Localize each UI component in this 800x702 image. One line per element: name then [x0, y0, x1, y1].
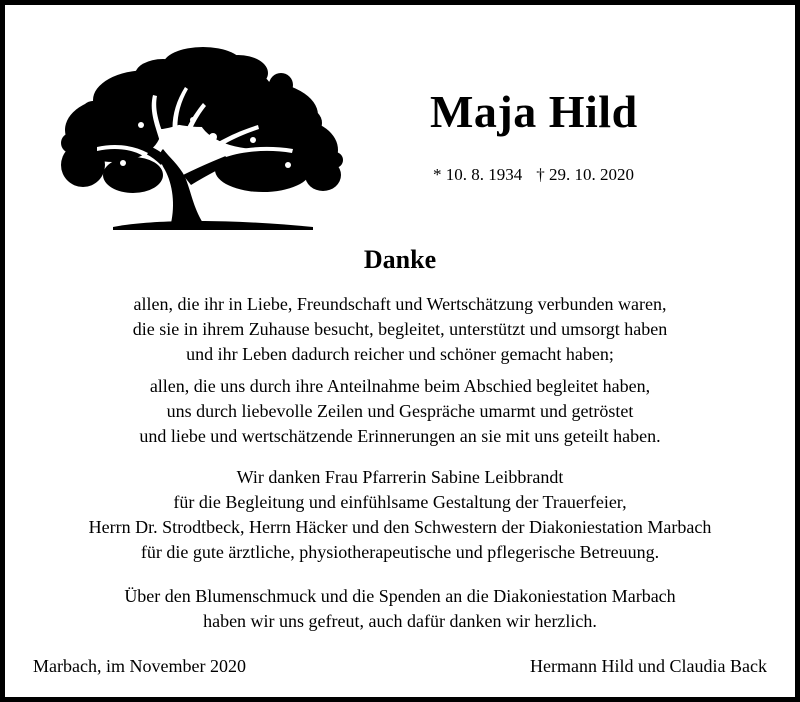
- text-line: haben wir uns gefreut, auch dafür danken wir herzlich.: [203, 611, 597, 631]
- text-line: uns durch liebevolle Zeilen und Gespräche umarmt und getröstet: [166, 401, 634, 421]
- text-line: Wir danken Frau Pfarrerin Sabine Leibbrandt: [236, 467, 564, 487]
- paragraph-4: [5, 584, 795, 634]
- paragraph-1: [5, 292, 795, 367]
- text-line: und ihr Leben dadurch reicher und schöner gemacht haben;: [186, 344, 614, 364]
- text-line: allen, die uns durch ihre Anteilnahme beim Abschied begleitet haben,: [149, 376, 651, 396]
- birth-date: * 10. 8. 1934: [433, 165, 523, 184]
- text-line: die sie in ihrem Zuhause besucht, begleitet, unterstützt und umsorgt haben: [132, 319, 668, 339]
- life-dates: [433, 165, 634, 185]
- text-line: allen, die ihr in Liebe, Freundschaft und Wertschätzung verbunden waren,: [133, 294, 667, 314]
- paragraph-2: [5, 374, 795, 449]
- place-and-date: Marbach, im November 2020: [33, 656, 246, 676]
- text-line: Herrn Dr. Strodtbeck, Herrn Häcker und den Schwestern der Diakoniestation Marbach: [88, 517, 712, 537]
- paragraph-3: [5, 465, 795, 565]
- death-date: † 29. 10. 2020: [536, 165, 634, 184]
- deceased-name: Maja Hild: [430, 86, 638, 137]
- text-line: für die gute ärztliche, physiotherapeutische und pflegerische Betreuung.: [140, 542, 660, 562]
- tree-icon: [53, 45, 343, 230]
- text-line: und liebe und wertschätzende Erinnerungen an sie mit uns geteilt haben.: [139, 426, 661, 446]
- thanks-heading: Danke: [363, 245, 437, 274]
- signature: Hermann Hild und Claudia Back: [530, 656, 767, 676]
- text-line: Über den Blumenschmuck und die Spenden an die Diakoniestation Marbach: [124, 586, 676, 606]
- text-line: für die Begleitung und einfühlsame Gestaltung der Trauerfeier,: [173, 492, 627, 512]
